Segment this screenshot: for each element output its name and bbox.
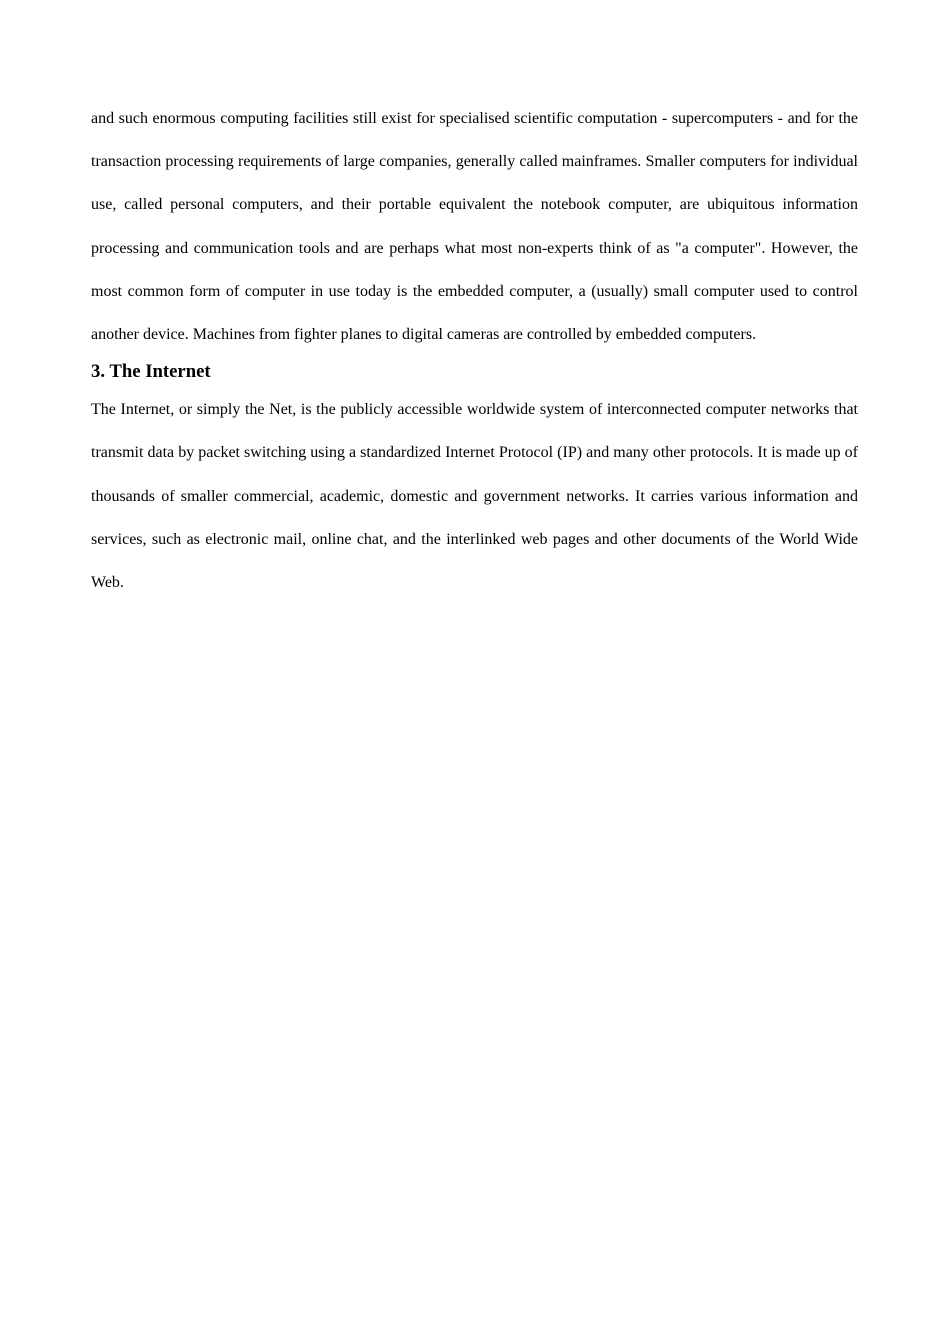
body-paragraph-computers: and such enormous computing facilities still exist for specialised scientific computation - supercomputers - and for the transaction processing requirements of large companies, generally called mainframes. Smaller computers for individual use, called personal computers, and their portable equivalent the notebook computer, are ubiquitous information processing and communication tools and are perhaps what most non-experts think of as "a computer". However, the most common form of computer in use today is the embedded computer, a (usually) small computer used to control another device. Machines from fighter planes to digital cameras are controlled by embedded computers. bbox=[91, 110, 858, 344]
body-paragraph-internet: The Internet, or simply the Net, is the publicly accessible worldwide system of interconnected computer networks that transmit data by packet switching using a standardized Internet Protocol (IP) and many other protocols. It is made up of thousands of smaller commercial, academic, domestic and government networks. It carries various information and services, such as electronic mail, online chat, and the interlinked web pages and other documents of the World Wide Web. bbox=[91, 401, 858, 592]
page-body bbox=[91, 97, 858, 604]
section-heading: 3. The Internet bbox=[91, 361, 211, 383]
